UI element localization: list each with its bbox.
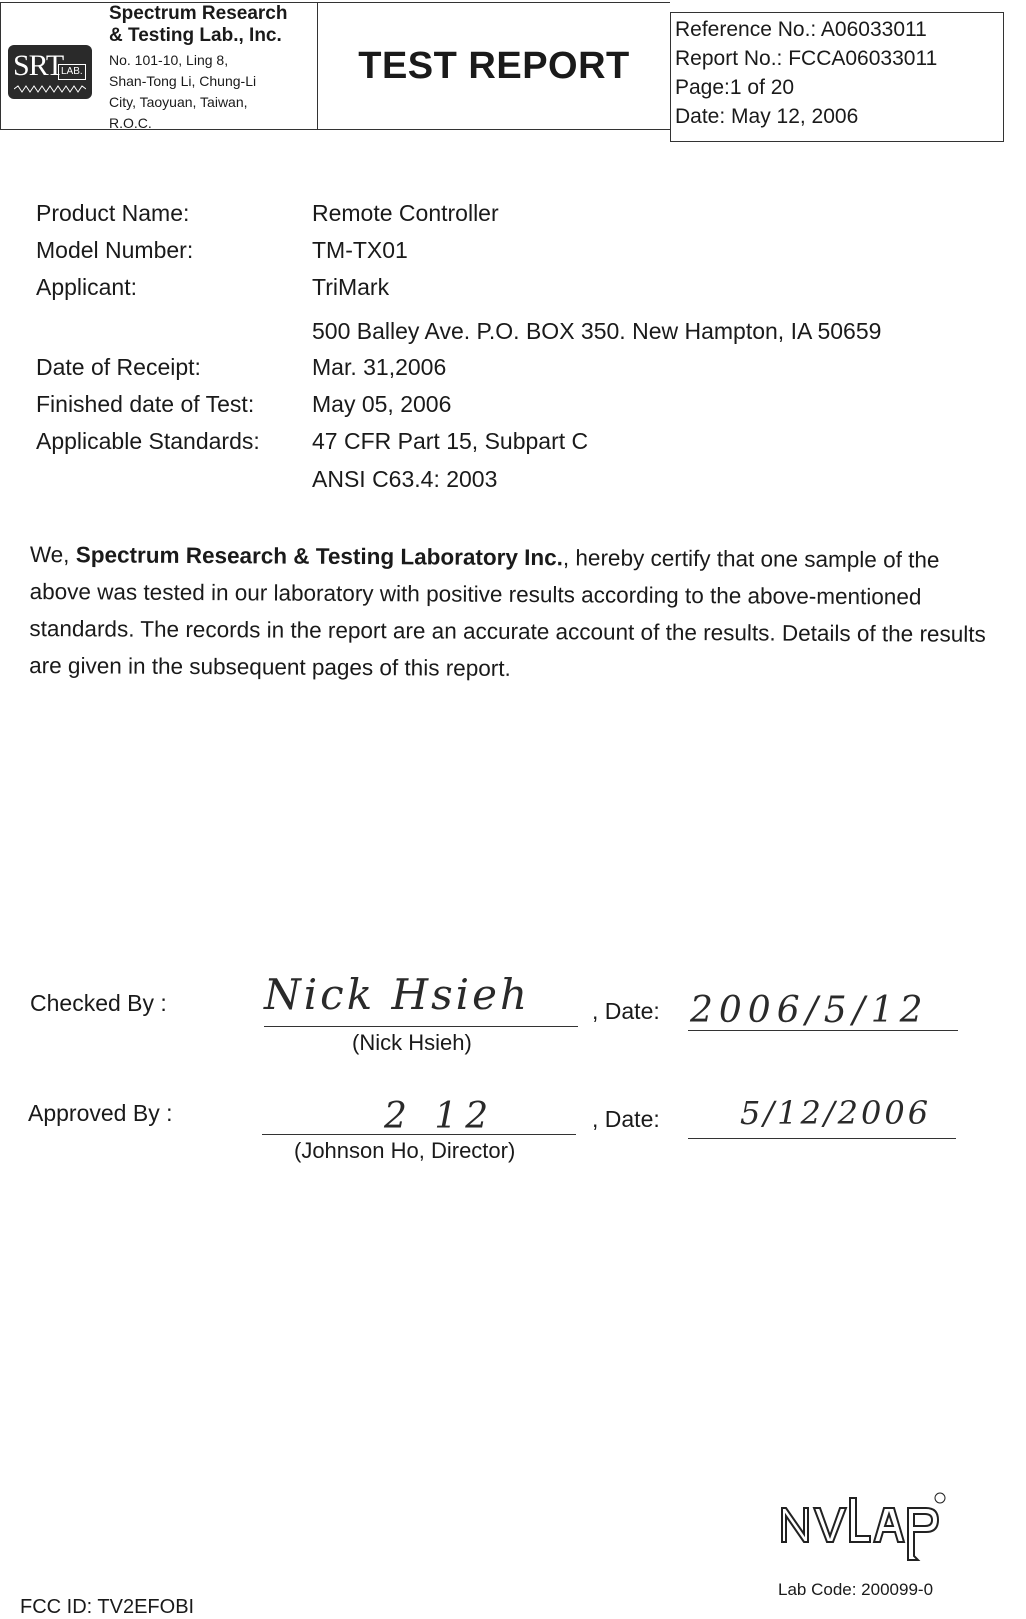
approved-date-handwritten: 5/12/2006 [740, 1094, 932, 1132]
srt-lab-logo [8, 45, 92, 99]
finished-date-label: Finished date of Test: [36, 391, 255, 417]
logo-badge: LAB. [58, 64, 86, 80]
logo-text: SRT [13, 49, 64, 82]
fcc-id: FCC ID: TV2EFOBI [20, 1596, 195, 1618]
approved-by-label: Approved By : [28, 1100, 173, 1126]
checked-by-label: Checked By : [30, 990, 167, 1016]
report-meta-box [670, 12, 1004, 142]
lab-address [109, 50, 309, 134]
model-number-value: TM-TX01 [312, 237, 408, 263]
applicant-address: 500 Balley Ave. P.O. BOX 350. New Hampton, IA 50659 [312, 318, 882, 344]
reference-no: Reference No.: A06033011 [675, 18, 927, 41]
applicant-value: TriMark [312, 274, 390, 300]
report-title: TEST REPORT [318, 2, 670, 130]
nvlap-logo [778, 1490, 948, 1562]
cert-text: , hereby certify that one sample of the above was tested in our laboratory with positive results according to the above-mentioned standards. The records in the report are an accurate account of the results. Details of the results are given in the subsequent pages of this report. [29, 545, 986, 681]
cert-company: Spectrum Research & Testing Laboratory Inc. [75, 542, 564, 571]
certification-statement [29, 536, 990, 690]
model-number-label: Model Number: [36, 237, 194, 263]
approved-signature: 2 12 [384, 1096, 497, 1137]
address-line: R.O.C. [109, 115, 152, 131]
approved-signature-line [262, 1134, 576, 1135]
standard-1: 47 CFR Part 15, Subpart C [312, 428, 589, 454]
checked-signature-line [264, 1026, 578, 1027]
approved-name: (Johnson Ho, Director) [294, 1138, 516, 1163]
applicant-label: Applicant: [36, 274, 138, 300]
approved-date-label: , Date: [592, 1106, 660, 1132]
cert-prefix: We, [29, 541, 76, 568]
lab-name [109, 3, 314, 47]
standard-2: ANSI C63.4: 2003 [312, 466, 498, 492]
address-line: City, Taoyuan, Taiwan, [109, 94, 248, 110]
address-line: Shan-Tong Li, Chung-Li [109, 73, 257, 89]
checked-name: (Nick Hsieh) [352, 1030, 472, 1055]
checked-signature: Nick Hsieh [264, 970, 531, 1019]
report-date: Date: May 12, 2006 [675, 105, 859, 128]
checked-date-handwritten: 2006/5/12 [690, 990, 929, 1031]
finished-date-value: May 05, 2006 [312, 391, 452, 417]
product-name-label: Product Name: [36, 200, 190, 226]
address-line: No. 101-10, Ling 8, [109, 52, 229, 68]
report-no: Report No.: FCCA06033011 [675, 47, 938, 70]
report-header [0, 2, 1004, 134]
standards-label: Applicable Standards: [36, 428, 260, 454]
date-of-receipt-value: Mar. 31,2006 [312, 354, 447, 380]
approved-date-line [688, 1138, 956, 1139]
checked-date-line [688, 1030, 958, 1031]
lab-name-line2: & Testing Lab., Inc. [109, 25, 282, 46]
page-number: Page:1 of 20 [675, 76, 795, 99]
wave-icon [14, 85, 86, 93]
date-of-receipt-label: Date of Receipt: [36, 354, 201, 380]
checked-date-label: , Date: [592, 998, 660, 1024]
lab-info-box [0, 2, 318, 130]
lab-code: Lab Code: 200099-0 [778, 1580, 934, 1599]
lab-name-line1: Spectrum Research [109, 3, 288, 24]
product-name-value: Remote Controller [312, 200, 499, 226]
